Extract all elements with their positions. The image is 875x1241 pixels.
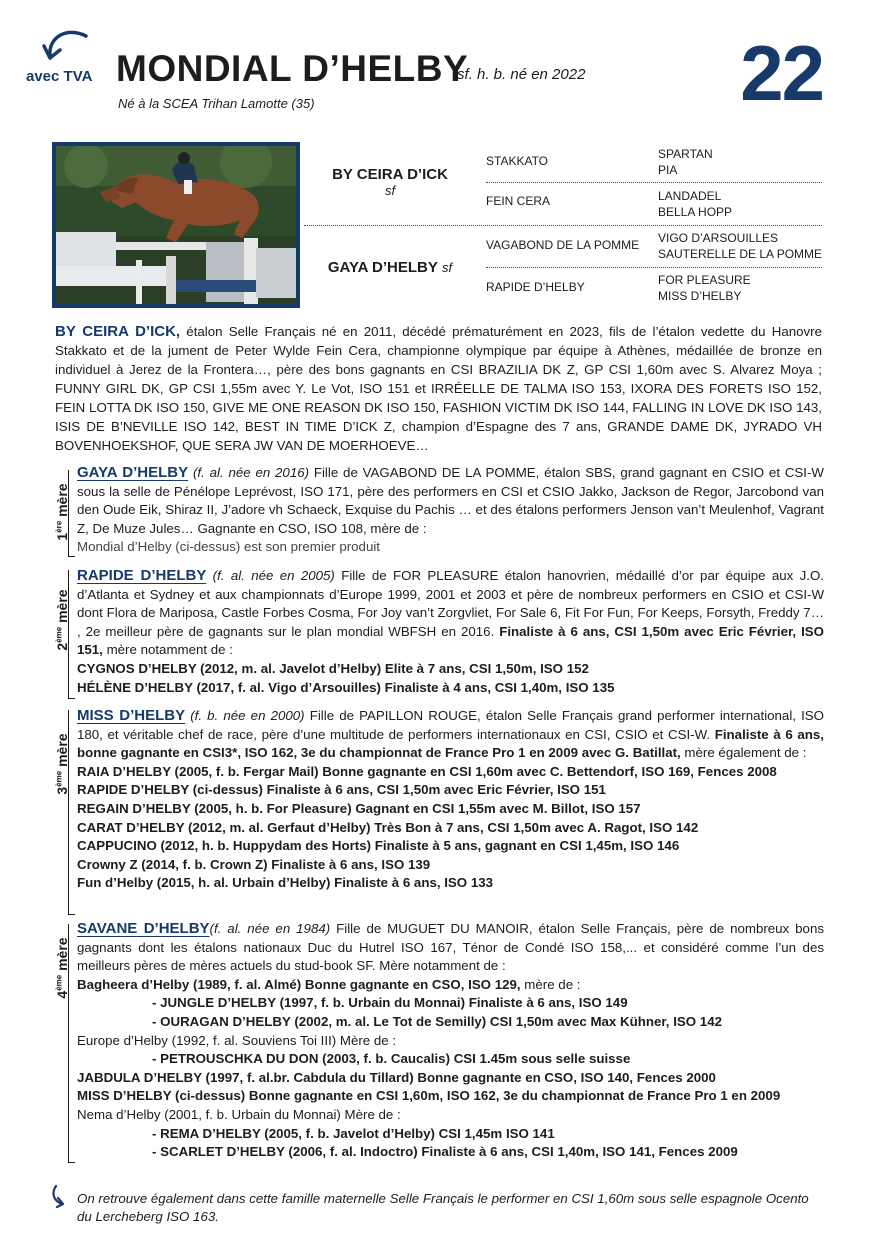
sire-body: étalon Selle Français né en 2011, décédé prématurément en 2023, fils de l’étalon vedette du Hanovre Stakkato et de la jument de Peter Wylde Fein Cera, championne olympique par équipe à Athènes, médaillée de bronze en individuel à Jerez de la Frontera…, père des bons gagnants en CSI BRAZILIA DK Z, GP CSI 1,60m avec S. Alvarez Moya ; FUNNY GIRL DK, GP CSI 1,55m avec Y. Le Vot, ISO 151 et IRRÉELLE DE TALMA ISO 153, IXORA DES FORETS ISO 152, FEIN LOTTA DK ISO 150, GIVE ME ONE REASON DK ISO 150, FASHION VICTIM DK ISO 144, FALLING IN LOVE DK ISO 143, ISIS DE B’NEVILLE ISO 142, BEST IN TIME D’ICK Z, champion d’Espagne des 7 ans, GRANDE DAME DK, JYRADO VH BOVENHOEKSHOF, QUE SERA JW VAN DE MOERHOEVE… (55, 324, 822, 453)
dam-text-tail: mère également de : (680, 745, 807, 761)
generation-bracket-foot (68, 1162, 75, 1163)
tva-label: avec TVA (26, 68, 93, 85)
produce-line: RAPIDE D’HELBY (ci-dessus) Finaliste à 6 ans, CSI 1,50m avec Eric Février, ISO 151 (77, 782, 606, 798)
generation-bracket (68, 470, 69, 556)
generation-bracket (68, 710, 69, 914)
produce-line: REGAIN D’HELBY (2005, h. b. For Pleasure) Gagnant en CSI 1,55m avec M. Billot, ISO 157 (77, 800, 641, 816)
dam-stud: sf (442, 260, 453, 275)
great-grandparents (658, 146, 838, 178)
pedigree-divider (486, 182, 822, 183)
dam-text: Fille de FOR PLEASURE étalon hanovrien, médaillé d’or par équipe aux J.O. d’Atlanta et Sydney et aux championnats d’Europe 1999, 2001 et 2003 et père de nombreux performers en CSIO et CSI-W dont Flora de Mariposa, Castle Forbes Cosma, For Joy van’t Zorgvliet, For Sale 6, Fit For Fun, For Keeps, Forsyth, Freddy 7… , 2e meilleur père de gagnants sur le plan mondial WBFSH en 2016. (77, 568, 825, 639)
dam-text: Fille de VAGABOND DE LA POMME, étalon SBS, grand gagnant en CSIO et CSI-W sous la selle de Pénélope Leprévost, ISO 171, père des performers en CSI et CSIO Jakko, Jackson de Regor, Jarcobond van den Oude Eik, Shiraz II, J’adore vh Schaeck, Exquise du Pachis … et des étalons performers Jenson van’t Meulenhof, Vagrant Z, De Muze Jules… Gagnante en CSO, ISO 108, mère de : (77, 465, 824, 536)
dam-heading: RAPIDE D’HELBY (77, 567, 207, 584)
dam-text: Fille de MUGUET DU MANOIR, étalon Selle Français, père de nombreux bons gagnants dont les étalons nationaux Duc du Hutrel ISO 167, Ténor de Condé ISO 158,... et considéré comme l’un des meilleurs pères de mères actuels du stud-book SF. Mère notamment de : (77, 921, 824, 974)
pedigree-table (300, 142, 840, 308)
produce-line: Fun d’Helby (2015, h. al. Urbain d’Helby) Finaliste à 6 ans, ISO 133 (77, 875, 494, 891)
great-grandparent: MISS D’HELBY (658, 289, 742, 303)
dam-meta: (f. al. née en 1984) (209, 921, 331, 936)
grandparent: STAKKATO (486, 154, 549, 168)
produce-line: CAPPUCINO (2012, h. b. Huppydam des Horts) Finaliste à 5 ans, gagnant en CSI 1,45m, ISO 146 (77, 838, 680, 854)
grandparent: RAPIDE D’HELBY (486, 280, 585, 294)
generation-1 (77, 464, 824, 557)
great-grandparent: FOR PLEASURE (658, 273, 751, 287)
dam-text-tail: mère notamment de : (102, 642, 233, 658)
curved-arrow-icon (40, 24, 90, 64)
sire-heading: BY CEIRA D’ICK, (55, 323, 181, 340)
sire-description (55, 322, 822, 455)
sire-name: BY CEIRA D’ICK (332, 166, 448, 183)
produce-line: - JUNGLE D’HELBY (1997, f. b. Urbain du Monnai) Finaliste à 6 ans, ISO 149 (152, 995, 628, 1011)
breeder-line: Né à la SCEA Trihan Lamotte (35) (118, 96, 315, 111)
produce-line: - PETROUSCHKA DU DON (2003, f. b. Caucalis) CSI 1.45m sous selle suisse (152, 1051, 631, 1067)
generation-label: 3ème mère (54, 733, 70, 795)
produce-line: - REMA D’HELBY (2005, f. b. Javelot d’Helby) CSI 1,45m ISO 141 (152, 1125, 555, 1141)
generation-label: 2ème mère (54, 589, 70, 651)
produce-line: Mondial d’Helby (ci-dessus) est son premier produit (77, 539, 380, 555)
great-grandparents (658, 272, 838, 304)
produce-line: - SCARLET D’HELBY (2006, f. al. Indoctro) Finaliste à 6 ans, CSI 1,40m, ISO 141, Fences 2009 (152, 1144, 738, 1160)
great-grandparent: BELLA HOPP (658, 205, 733, 219)
generation-label: 4ème mère (54, 937, 70, 999)
produce-line: Crowny Z (2014, f. b. Crown Z) Finaliste à 6 ans, ISO 139 (77, 856, 431, 872)
dam-meta: (f. al. née en 2005) (212, 568, 335, 583)
dam-meta: (f. al. née en 2016) (192, 465, 310, 480)
pedigree-divider (486, 267, 822, 268)
great-grandparent: SAUTERELLE DE LA POMME (658, 247, 823, 261)
produce-line: RAIA D’HELBY (2005, f. b. Fergar Mail) Bonne gagnante en CSI 1,60m avec C. Bettendorf, ISO 169, Fences 2008 (77, 763, 777, 779)
pedigree-sire (300, 166, 480, 198)
great-grandparents (658, 188, 838, 220)
dam-heading: MISS D’HELBY (77, 707, 186, 724)
sire-stud: sf (384, 183, 396, 198)
horse-title: MONDIAL D’HELBY (116, 48, 469, 89)
great-grandparent: LANDADEL (658, 189, 722, 203)
produce-line: Europe d’Helby (1992, f. al. Souviens Toi III) Mère de : (77, 1032, 397, 1048)
great-grandparent: PIA (658, 163, 678, 177)
return-arrow-icon (50, 1182, 72, 1208)
dam-heading: SAVANE D’HELBY (77, 920, 210, 937)
produce-line: Nema d’Helby (2001, f. b. Urbain du Monnai) Mère de : (77, 1106, 401, 1122)
grandparent: VAGABOND DE LA POMME (486, 238, 640, 252)
generation-2 (77, 567, 824, 697)
generation-4 (77, 920, 824, 1162)
generation-bracket-foot (68, 698, 75, 699)
great-grandparents (658, 230, 838, 262)
pedigree-divider (304, 225, 822, 226)
produce-line: - OURAGAN D’HELBY (2002, m. al. Le Tot de Semilly) CSI 1,50m avec Max Kühner, ISO 142 (152, 1013, 722, 1029)
horse-photo (52, 142, 300, 308)
dam-name: GAYA D’HELBY (327, 259, 438, 276)
produce-line: Bagheera d’Helby (1989, f. al. Almé) Bonne gagnante en CSO, ISO 129, mère de : (77, 976, 581, 992)
produce-line: CYGNOS D’HELBY (2012, m. al. Javelot d’Helby) Elite à 7 ans, CSI 1,50m, ISO 152 (77, 660, 589, 676)
generation-bracket (68, 924, 69, 1162)
pedigree-dam (300, 259, 480, 276)
dam-text: Fille de PAPILLON ROUGE, étalon Selle Français grand performer international, ISO 180, et véritable chef de race, père d’une multitude de performers internationaux en CSI, CSIO et CSI-W. (77, 708, 824, 742)
produce-line: CARAT D’HELBY (2012, m. al. Gerfaut d’Helby) Très Bon à 7 ans, CSI 1,50m avec A. Ragot, ISO 142 (77, 819, 699, 835)
generation-bracket-foot (68, 556, 75, 557)
dam-performance: Finaliste à 6 ans, CSI 1,50m avec Eric Février, ISO 151, (77, 623, 824, 658)
generation-bracket (68, 570, 69, 698)
dam-performance: Finaliste à 6 ans, bonne gagnante en CSI3*, ISO 162, 3e du championnat de France Pro 1 en 2009 avec G. Batillat, (77, 726, 825, 761)
dam-heading: GAYA D’HELBY (77, 464, 189, 481)
dam-meta: (f. b. née en 2000) (190, 708, 305, 723)
generation-label: 1ère mère (54, 483, 70, 541)
great-grandparent: VIGO D’ARSOUILLES (658, 231, 779, 245)
produce-line: MISS D’HELBY (ci-dessus) Bonne gagnante en CSI 1,60m, ISO 162, 3e du championnat de France Pro 1 en 2009 (77, 1088, 781, 1104)
produce-line: JABDULA D’HELBY (1997, f. al.br. Cabdula du Tillard) Bonne gagnante en CSO, ISO 140, Fences 2000 (77, 1069, 716, 1085)
lot-number: 22 (740, 29, 823, 117)
great-grandparent: SPARTAN (658, 147, 713, 161)
footer-note: On retrouve également dans cette famille maternelle Selle Français le performer en CSI 1,60m sous selle espagnole Ocento du Lercheberg ISO 163. (77, 1191, 809, 1224)
grandparent: FEIN CERA (486, 194, 551, 208)
horse-subtitle: sf. h. b. né en 2022 (457, 66, 586, 83)
generation-3 (77, 707, 824, 893)
produce-line: HÉLÈNE D’HELBY (2017, f. al. Vigo d’Arsouilles) Finaliste à 4 ans, CSI 1,40m, ISO 135 (77, 679, 615, 695)
